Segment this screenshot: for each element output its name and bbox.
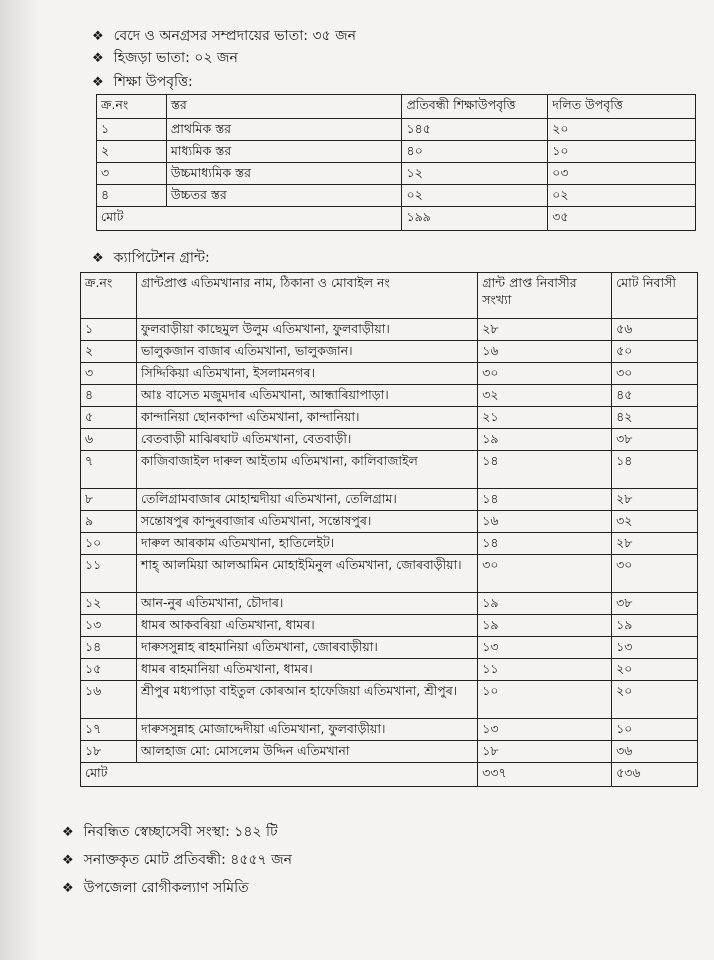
cell: ৪২ — [612, 407, 698, 429]
bullet-text: সনাক্তকৃত মোট প্রতিবন্ধী: ৪৫৫৭ জন — [83, 852, 292, 868]
cell: ৩ — [97, 163, 167, 185]
diamond-bullet-icon: ❖ — [62, 825, 74, 840]
cell: ১৩ — [612, 637, 698, 659]
table-row — [81, 637, 698, 659]
bullet-text: নিবন্ধিত স্বেচ্ছাসেবী সংস্থা: ১৪২ টি — [83, 824, 278, 840]
cell: আঃ বাসেত মজুমদাৰ এতিমখানা, আন্ধাৰিয়াপাড়া। — [136, 385, 477, 407]
table-row — [81, 659, 698, 681]
cell: ২ — [81, 341, 137, 363]
bullet-text: বেদে ও অনগ্রসর সম্প্রদায়ের ভাতা: ৩৫ জন — [113, 28, 356, 44]
table-row — [81, 429, 698, 451]
cell: ১৩ — [81, 615, 137, 637]
cell: ১৪ — [612, 451, 698, 489]
cell: ১৬ — [478, 511, 612, 533]
table-row — [81, 489, 698, 511]
table-row — [97, 185, 696, 207]
table-row — [81, 533, 698, 555]
table-row — [81, 555, 698, 593]
bullet-patient-welfare-committee — [62, 876, 249, 900]
cell: ১৪ — [478, 533, 612, 555]
cell: ১৬ — [478, 341, 612, 363]
cell: কাজিবাজাইল দাৰুল আইতাম এতিমখানা, কালিবাজাইল — [136, 451, 477, 489]
table-row — [97, 119, 696, 141]
total-label: মোট — [97, 207, 402, 231]
table-row — [97, 141, 696, 163]
table-row — [81, 341, 698, 363]
cell: ১০ — [478, 681, 612, 719]
bullet-text: ক্যাপিটেশন গ্রান্ট: — [113, 250, 210, 266]
cell: ১০ — [612, 719, 698, 741]
cell: সিদ্দিকিয়া এতিমখানা, ইসলামনগৰ। — [136, 363, 477, 385]
cell: ২০ — [548, 119, 696, 141]
scan-shadow — [0, 0, 40, 960]
education-stipend-table — [96, 94, 696, 231]
cell: শাহ্ আলমিয়া আলআমিন মোহাইমিনুল এতিমখানা, জোৰবাড়ীয়া। — [136, 555, 477, 593]
cell: ১৪ — [81, 637, 137, 659]
cell: আলহাজ মো: মোসলেম উদ্দিন এতিমখানা — [136, 741, 477, 763]
cell: ১৯ — [478, 593, 612, 615]
table-header-row — [97, 95, 696, 119]
bullet-text: উপজেলা রোগীকল্যাণ সমিতি — [83, 880, 249, 896]
table-total-row — [97, 207, 696, 231]
cell: ভালুকজান বাজাৰ এতিমখানা, ভালুকজান। — [136, 341, 477, 363]
total-cell: ৫৩৬ — [612, 763, 698, 787]
cell: ৩২ — [478, 385, 612, 407]
bullet-text: শিক্ষা উপবৃত্তি: — [113, 74, 193, 90]
table-row — [81, 615, 698, 637]
diamond-bullet-icon: ❖ — [92, 29, 104, 44]
cell: ৩৮ — [612, 593, 698, 615]
bullet-capitation-grant — [92, 246, 210, 270]
cell: ২৮ — [478, 319, 612, 341]
bullet-education-stipend — [92, 70, 193, 94]
cell: তেলিগ্রামবাজাৰ মোহাম্মদীয়া এতিমখানা, তেলিগ্রাম। — [136, 489, 477, 511]
cell: আন-নুৰ এতিমখানা, চৌদাৰ। — [136, 593, 477, 615]
cell: মাধ্যমিক স্তর — [166, 141, 402, 163]
table-row — [81, 511, 698, 533]
total-cell: ১৯৯ — [402, 207, 548, 231]
capitation-grant-table — [80, 272, 698, 787]
diamond-bullet-icon: ❖ — [92, 75, 104, 90]
cell: কান্দানিয়া ছোনকান্দা এতিমখানা, কান্দানিয়া। — [136, 407, 477, 429]
cell: ধামৰ আকবৰিয়া এতিমখানা, ধামৰ। — [136, 615, 477, 637]
table-header-row — [81, 273, 698, 319]
cell: বেতবাড়ী মাঝিৰঘাট এতিমখানা, বেতবাড়ী। — [136, 429, 477, 451]
bullet-registered-volunteer-orgs — [62, 820, 278, 844]
cell: ১৩ — [478, 719, 612, 741]
header-cell: গ্রান্টপ্রাপ্ত এতিমখানার নাম, ঠিকানা ও মোবাইল নং — [136, 273, 477, 319]
diamond-bullet-icon: ❖ — [92, 51, 104, 66]
header-cell: মোট নিবাসী — [612, 273, 698, 319]
cell: ৫০ — [612, 341, 698, 363]
table-row — [81, 451, 698, 489]
cell: ১০ — [548, 141, 696, 163]
diamond-bullet-icon: ❖ — [92, 251, 104, 266]
cell: ১১ — [81, 555, 137, 593]
cell: ২০ — [612, 681, 698, 719]
cell: ৫৬ — [612, 319, 698, 341]
cell: দাৰুসসুন্নাহ ৰাহমানিয়া এতিমখানা, জোৰবাড়ীয়া। — [136, 637, 477, 659]
cell: ৫ — [81, 407, 137, 429]
table-row — [81, 407, 698, 429]
diamond-bullet-icon: ❖ — [62, 853, 74, 868]
cell: ১৪ — [478, 451, 612, 489]
cell: উচ্চমাধ্যমিক স্তর — [166, 163, 402, 185]
cell: ০৩ — [548, 163, 696, 185]
bullet-identified-disabled — [62, 848, 292, 872]
cell: ১৩ — [478, 637, 612, 659]
table-row — [81, 681, 698, 719]
cell: ১ — [97, 119, 167, 141]
table-row — [81, 741, 698, 763]
total-label: মোট — [81, 763, 478, 787]
cell: ০২ — [402, 185, 548, 207]
header-cell: গ্রান্ট প্রাপ্ত নিবাসীর সংখ্যা — [478, 273, 612, 319]
cell: ধামৰ ৰাহমানিয়া এতিমখানা, ধামৰ। — [136, 659, 477, 681]
header-cell: প্রতিবন্ধী শিক্ষাউপবৃত্তি — [402, 95, 548, 119]
cell: ১৪ — [478, 489, 612, 511]
cell: ২৮ — [612, 533, 698, 555]
cell: ২১ — [478, 407, 612, 429]
header-cell: ক্র.নং — [97, 95, 167, 119]
cell: ১৭ — [81, 719, 137, 741]
table-row — [97, 163, 696, 185]
cell: ১৪৫ — [402, 119, 548, 141]
total-cell: ৩৩৭ — [478, 763, 612, 787]
cell: ৮ — [81, 489, 137, 511]
bullet-hijra-allowance — [92, 46, 238, 70]
cell: ২৮ — [612, 489, 698, 511]
cell: ০২ — [548, 185, 696, 207]
cell: ৪ — [97, 185, 167, 207]
cell: ১৯ — [478, 615, 612, 637]
table-row — [81, 719, 698, 741]
cell: দাৰুসসুন্নাহ মোজাদ্দেদীয়া এতিমখানা, ফুলবাড়ীয়া। — [136, 719, 477, 741]
cell: ফুলবাড়ীয়া কাছেমুল উলুম এতিমখানা, ফুলবাড়ীয়া। — [136, 319, 477, 341]
cell: ২০ — [612, 659, 698, 681]
table-total-row — [81, 763, 698, 787]
cell: শ্রীপুৰ মধ্যপাড়া বাইতুল কোৰআন হাফেজিয়া এতিমখানা, শ্রীপুৰ। — [136, 681, 477, 719]
cell: ১০ — [81, 533, 137, 555]
cell: ১৯ — [478, 429, 612, 451]
cell: প্রাথমিক স্তর — [166, 119, 402, 141]
bullet-bede-allowance — [92, 24, 356, 48]
table-row — [81, 363, 698, 385]
cell: ৭ — [81, 451, 137, 489]
diamond-bullet-icon: ❖ — [62, 881, 74, 896]
cell: ১৫ — [81, 659, 137, 681]
cell: ৩৬ — [612, 741, 698, 763]
cell: ৩০ — [612, 555, 698, 593]
cell: ১৮ — [81, 741, 137, 763]
cell: উচ্চতর স্তর — [166, 185, 402, 207]
bullet-text: হিজড়া ভাতা: ০২ জন — [113, 50, 238, 66]
cell: ৬ — [81, 429, 137, 451]
cell: ৯ — [81, 511, 137, 533]
cell: দাৰুল আৰকাম এতিমখানা, হাতিলেইট। — [136, 533, 477, 555]
cell: ৩৮ — [612, 429, 698, 451]
cell: ৪০ — [402, 141, 548, 163]
cell: ৪৫ — [612, 385, 698, 407]
cell: ৩০ — [478, 363, 612, 385]
table-row — [81, 385, 698, 407]
cell: ১৯ — [612, 615, 698, 637]
header-cell: স্তর — [166, 95, 402, 119]
cell: ১৬ — [81, 681, 137, 719]
cell: ১৮ — [478, 741, 612, 763]
cell: ২ — [97, 141, 167, 163]
total-cell: ৩৫ — [548, 207, 696, 231]
cell: ৩০ — [612, 363, 698, 385]
table-row — [81, 319, 698, 341]
cell: ১১ — [478, 659, 612, 681]
cell: ৪ — [81, 385, 137, 407]
cell: সন্তোষপুৰ কান্দুৰবাজাৰ এতিমখানা, সন্তোষপুৰ। — [136, 511, 477, 533]
cell: ১২ — [81, 593, 137, 615]
cell: ৩২ — [612, 511, 698, 533]
cell: ১ — [81, 319, 137, 341]
header-cell: দলিত উপবৃত্তি — [548, 95, 696, 119]
cell: ৩ — [81, 363, 137, 385]
table-row — [81, 593, 698, 615]
cell: ৩০ — [478, 555, 612, 593]
cell: ১২ — [402, 163, 548, 185]
header-cell: ক্র.নং — [81, 273, 137, 319]
